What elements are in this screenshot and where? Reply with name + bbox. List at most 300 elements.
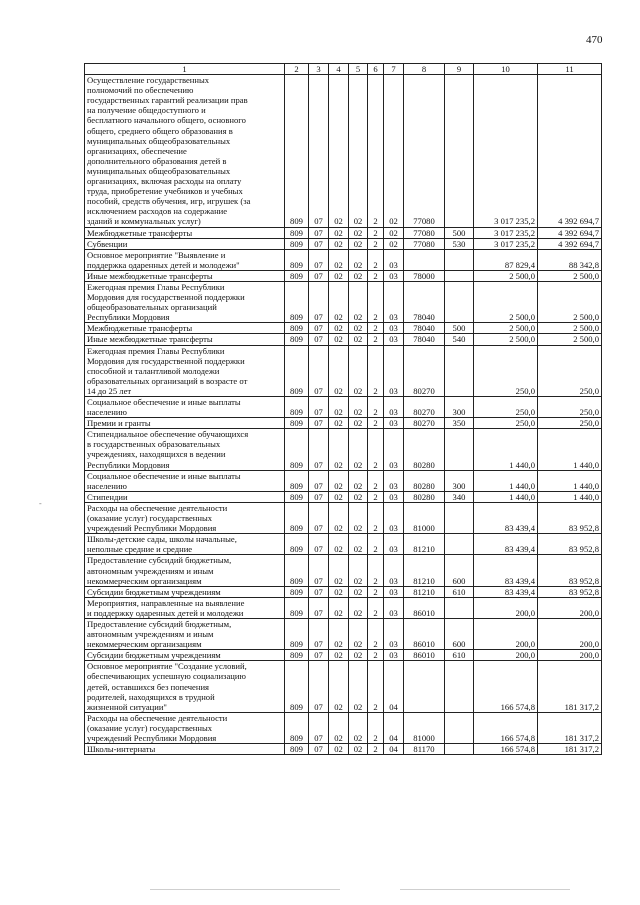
header-cell: 3 <box>309 64 329 75</box>
table-cell-col-5: 02 <box>349 618 368 649</box>
header-cell: 2 <box>285 64 309 75</box>
table-cell-col-2: 809 <box>285 534 309 555</box>
table-cell-col-11: 2 500,0 <box>538 323 602 334</box>
stray-mark: - <box>39 499 42 508</box>
table-cell-col-9 <box>445 712 474 743</box>
table-cell-col-10: 83 439,4 <box>474 534 538 555</box>
table-cell-col-5: 02 <box>349 429 368 470</box>
table-cell-col-2: 809 <box>285 661 309 712</box>
table-cell-name: Ежегодная премия Главы Республики Мордовия для государственной поддержки общеобразовательных организаций Республики Мордовия <box>85 281 285 322</box>
table-cell-col-9: 600 <box>445 618 474 649</box>
table-cell-col-5: 02 <box>349 597 368 618</box>
table-cell-col-5: 02 <box>349 238 368 249</box>
table-cell-col-11: 2 500,0 <box>538 270 602 281</box>
table-cell-col-9 <box>445 534 474 555</box>
table-cell-col-3: 07 <box>309 345 329 396</box>
table-cell-col-4: 02 <box>329 650 349 661</box>
table-cell-col-8: 78040 <box>404 281 445 322</box>
table-cell-col-4: 02 <box>329 397 349 418</box>
table-cell-col-3: 07 <box>309 491 329 502</box>
table-cell-col-9 <box>445 597 474 618</box>
table-cell-col-9: 600 <box>445 555 474 586</box>
table-cell-col-4: 02 <box>329 270 349 281</box>
table-cell-col-11: 83 952,8 <box>538 555 602 586</box>
table-cell-col-6: 2 <box>368 238 384 249</box>
table-cell-col-4: 02 <box>329 429 349 470</box>
table-row <box>85 661 602 712</box>
table-row <box>85 345 602 396</box>
table-cell-col-5: 02 <box>349 227 368 238</box>
table-cell-col-6: 2 <box>368 597 384 618</box>
table-cell-col-7: 03 <box>384 502 404 533</box>
table-cell-col-6: 2 <box>368 397 384 418</box>
table-cell-col-5: 02 <box>349 270 368 281</box>
table-cell-col-7: 03 <box>384 397 404 418</box>
table-cell-name: Иные межбюджетные трансферты <box>85 270 285 281</box>
table-cell-col-8: 78040 <box>404 323 445 334</box>
table-cell-col-2: 809 <box>285 238 309 249</box>
table-cell-col-7: 02 <box>384 75 404 227</box>
table-cell-col-10: 1 440,0 <box>474 429 538 470</box>
table-cell-col-8: 77080 <box>404 227 445 238</box>
table-cell-col-11: 181 317,2 <box>538 712 602 743</box>
table-cell-name: Социальное обеспечение и иные выплаты населению <box>85 470 285 491</box>
table-cell-col-8: 80270 <box>404 345 445 396</box>
table-cell-col-7: 04 <box>384 712 404 743</box>
table-cell-col-4: 02 <box>329 470 349 491</box>
table-cell-col-4: 02 <box>329 281 349 322</box>
table-cell-col-4: 02 <box>329 712 349 743</box>
table-cell-col-11: 1 440,0 <box>538 429 602 470</box>
table-cell-col-5: 02 <box>349 712 368 743</box>
table-cell-col-2: 809 <box>285 597 309 618</box>
table-cell-col-3: 07 <box>309 270 329 281</box>
table-cell-col-2: 809 <box>285 397 309 418</box>
table-cell-col-7: 03 <box>384 270 404 281</box>
table-cell-col-11: 88 342,8 <box>538 249 602 270</box>
table-cell-col-2: 809 <box>285 281 309 322</box>
table-cell-col-6: 2 <box>368 712 384 743</box>
table-cell-col-6: 2 <box>368 345 384 396</box>
table-cell-col-6: 2 <box>368 429 384 470</box>
table-cell-col-10: 3 017 235,2 <box>474 238 538 249</box>
table-cell-col-2: 809 <box>285 345 309 396</box>
table-cell-col-6: 2 <box>368 75 384 227</box>
table-cell-name: Школы-детские сады, школы начальные, неполные средние и средние <box>85 534 285 555</box>
table-cell-col-2: 809 <box>285 586 309 597</box>
table-row <box>85 650 602 661</box>
table-cell-col-8: 81210 <box>404 534 445 555</box>
table-cell-col-2: 809 <box>285 744 309 755</box>
table-cell-col-3: 07 <box>309 227 329 238</box>
table-cell-name: Субсидии бюджетным учреждениям <box>85 586 285 597</box>
table-cell-col-2: 809 <box>285 502 309 533</box>
table-cell-col-4: 02 <box>329 75 349 227</box>
header-row <box>85 64 602 75</box>
table-cell-col-7: 03 <box>384 491 404 502</box>
header-cell: 1 <box>85 64 285 75</box>
table-cell-col-10: 3 017 235,2 <box>474 227 538 238</box>
table-cell-col-4: 02 <box>329 744 349 755</box>
table-cell-col-6: 2 <box>368 586 384 597</box>
table-cell-col-3: 07 <box>309 75 329 227</box>
table-row <box>85 555 602 586</box>
page-number: 470 <box>586 34 603 46</box>
table-cell-col-4: 02 <box>329 618 349 649</box>
table-cell-name: Предоставление субсидий бюджетным, автономным учреждениям и иным некоммерческим организациям <box>85 555 285 586</box>
table-cell-col-10: 2 500,0 <box>474 270 538 281</box>
table-row <box>85 397 602 418</box>
table-cell-col-5: 02 <box>349 586 368 597</box>
table-cell-col-7: 04 <box>384 744 404 755</box>
table-row <box>85 744 602 755</box>
table-cell-name: Межбюджетные трансферты <box>85 227 285 238</box>
table-cell-col-3: 07 <box>309 618 329 649</box>
table-cell-col-2: 809 <box>285 712 309 743</box>
table-cell-name: Премии и гранты <box>85 418 285 429</box>
header-cell: 10 <box>474 64 538 75</box>
table-cell-col-8: 81210 <box>404 586 445 597</box>
table-cell-col-7: 03 <box>384 429 404 470</box>
table-cell-col-10: 166 574,8 <box>474 712 538 743</box>
table-cell-col-3: 07 <box>309 238 329 249</box>
table-cell-col-11: 83 952,8 <box>538 534 602 555</box>
table-cell-col-7: 03 <box>384 281 404 322</box>
table-cell-col-10: 200,0 <box>474 618 538 649</box>
table-cell-name: Межбюджетные трансферты <box>85 323 285 334</box>
table-cell-name: Предоставление субсидий бюджетным, автономным учреждениям и иным некоммерческим организациям <box>85 618 285 649</box>
table-cell-name: Ежегодная премия Главы Республики Мордовия для государственной поддержки способной и талантливой молодежи образовательных организаций в возрасте от 14 до 25 лет <box>85 345 285 396</box>
table-cell-col-8: 81210 <box>404 555 445 586</box>
table-cell-col-10: 1 440,0 <box>474 491 538 502</box>
table-cell-col-4: 02 <box>329 323 349 334</box>
table-cell-name: Субвенции <box>85 238 285 249</box>
table-cell-col-3: 07 <box>309 418 329 429</box>
table-cell-col-2: 809 <box>285 75 309 227</box>
table-cell-col-4: 02 <box>329 227 349 238</box>
table-cell-col-9 <box>445 270 474 281</box>
table-cell-name: Школы-интернаты <box>85 744 285 755</box>
table-cell-name: Стипендиальное обеспечение обучающихся в государственных образовательных учреждениях, находящихся в ведении Республики Мордовия <box>85 429 285 470</box>
table-row <box>85 712 602 743</box>
table-cell-col-4: 02 <box>329 334 349 345</box>
table-cell-col-4: 02 <box>329 534 349 555</box>
table-cell-col-4: 02 <box>329 249 349 270</box>
table-cell-col-6: 2 <box>368 323 384 334</box>
table-cell-col-2: 809 <box>285 227 309 238</box>
table-cell-col-11: 4 392 694,7 <box>538 227 602 238</box>
table-cell-col-7: 03 <box>384 323 404 334</box>
table-cell-col-10: 200,0 <box>474 650 538 661</box>
table-cell-col-6: 2 <box>368 249 384 270</box>
table-cell-col-7: 03 <box>384 650 404 661</box>
table-cell-col-3: 07 <box>309 586 329 597</box>
table-row <box>85 227 602 238</box>
table-cell-col-2: 809 <box>285 470 309 491</box>
header-cell: 11 <box>538 64 602 75</box>
table-cell-col-10: 166 574,8 <box>474 661 538 712</box>
table-cell-col-6: 2 <box>368 618 384 649</box>
table-cell-col-6: 2 <box>368 661 384 712</box>
table-cell-col-5: 02 <box>349 744 368 755</box>
table-cell-col-2: 809 <box>285 270 309 281</box>
table-cell-col-10: 2 500,0 <box>474 323 538 334</box>
table-cell-col-4: 02 <box>329 491 349 502</box>
table-cell-col-3: 07 <box>309 744 329 755</box>
table-cell-col-5: 02 <box>349 650 368 661</box>
table-cell-col-9: 610 <box>445 586 474 597</box>
header-cell: 9 <box>445 64 474 75</box>
table-cell-col-2: 809 <box>285 555 309 586</box>
table-cell-col-2: 809 <box>285 334 309 345</box>
table-cell-col-4: 02 <box>329 597 349 618</box>
table-cell-col-8: 80280 <box>404 429 445 470</box>
table-row <box>85 502 602 533</box>
table-cell-col-7: 03 <box>384 618 404 649</box>
table-row <box>85 418 602 429</box>
table-cell-col-11: 4 392 694,7 <box>538 75 602 227</box>
table-cell-col-3: 07 <box>309 397 329 418</box>
table-cell-name: Иные межбюджетные трансферты <box>85 334 285 345</box>
table-cell-col-5: 02 <box>349 323 368 334</box>
table-cell-col-7: 02 <box>384 238 404 249</box>
table-cell-col-6: 2 <box>368 555 384 586</box>
table-cell-col-8: 78040 <box>404 334 445 345</box>
table-cell-col-8: 80280 <box>404 491 445 502</box>
header-cell: 4 <box>329 64 349 75</box>
table-cell-col-7: 03 <box>384 249 404 270</box>
budget-table <box>84 63 602 755</box>
table-cell-col-8 <box>404 661 445 712</box>
table-cell-col-4: 02 <box>329 502 349 533</box>
table-cell-col-3: 07 <box>309 597 329 618</box>
table-cell-col-11: 250,0 <box>538 397 602 418</box>
table-cell-col-3: 07 <box>309 502 329 533</box>
table-cell-name: Основное мероприятие "Выявление и поддержка одаренных детей и молодежи" <box>85 249 285 270</box>
table-cell-col-4: 02 <box>329 555 349 586</box>
header-cell: 7 <box>384 64 404 75</box>
table-cell-col-5: 02 <box>349 334 368 345</box>
table-cell-col-7: 03 <box>384 586 404 597</box>
table-cell-col-9: 540 <box>445 334 474 345</box>
table-row <box>85 618 602 649</box>
table-cell-col-6: 2 <box>368 650 384 661</box>
table-cell-col-11: 4 392 694,7 <box>538 238 602 249</box>
table-cell-col-10: 250,0 <box>474 397 538 418</box>
table-cell-col-11: 250,0 <box>538 418 602 429</box>
table-row <box>85 597 602 618</box>
table-row <box>85 270 602 281</box>
table-cell-col-5: 02 <box>349 491 368 502</box>
table-cell-col-9: 340 <box>445 491 474 502</box>
table-cell-col-4: 02 <box>329 345 349 396</box>
table-cell-col-11: 83 952,8 <box>538 502 602 533</box>
table-cell-col-9 <box>445 281 474 322</box>
table-cell-col-7: 03 <box>384 597 404 618</box>
table-cell-col-6: 2 <box>368 418 384 429</box>
table-cell-col-7: 02 <box>384 227 404 238</box>
table-cell-col-8: 77080 <box>404 238 445 249</box>
table-cell-col-11: 250,0 <box>538 345 602 396</box>
table-cell-col-6: 2 <box>368 281 384 322</box>
table-cell-col-10: 2 500,0 <box>474 334 538 345</box>
table-cell-col-5: 02 <box>349 249 368 270</box>
table-cell-col-6: 2 <box>368 534 384 555</box>
header-cell: 6 <box>368 64 384 75</box>
table-cell-col-10: 200,0 <box>474 597 538 618</box>
table-cell-col-7: 03 <box>384 418 404 429</box>
table-cell-col-8: 81170 <box>404 744 445 755</box>
table-cell-col-2: 809 <box>285 323 309 334</box>
table-cell-col-9: 300 <box>445 470 474 491</box>
table-cell-col-5: 02 <box>349 75 368 227</box>
table-cell-col-9: 500 <box>445 227 474 238</box>
table-cell-col-8: 86010 <box>404 597 445 618</box>
table-cell-col-11: 1 440,0 <box>538 491 602 502</box>
table-row <box>85 238 602 249</box>
table-cell-col-3: 07 <box>309 712 329 743</box>
table-cell-col-3: 07 <box>309 429 329 470</box>
table-cell-col-8: 81000 <box>404 712 445 743</box>
table-cell-col-2: 809 <box>285 429 309 470</box>
table-cell-col-4: 02 <box>329 586 349 597</box>
table-cell-col-3: 07 <box>309 534 329 555</box>
table-cell-col-3: 07 <box>309 281 329 322</box>
table-cell-col-2: 809 <box>285 418 309 429</box>
bottom-rule <box>150 889 340 890</box>
table-cell-name: Осуществление государственных полномочий по обеспечению государственных гарантий реализации прав на получение общедоступного и бесплатного начального общего, основного общего, среднего общего образования в муниципальных общеобразовательных организациях, обеспечение дополнительного образования детей в муниципальных общеобразовательных организациях, включая расходы на оплату труда, приобретение учебников и учебных пособий, средств обучения, игр, игрушек (за исключением расходов на содержание зданий и коммунальных услуг) <box>85 75 285 227</box>
table-cell-col-5: 02 <box>349 470 368 491</box>
table-cell-col-10: 87 829,4 <box>474 249 538 270</box>
table-cell-col-10: 3 017 235,2 <box>474 75 538 227</box>
table-row <box>85 75 602 227</box>
table-cell-col-11: 1 440,0 <box>538 470 602 491</box>
table-cell-col-11: 2 500,0 <box>538 334 602 345</box>
table-cell-col-6: 2 <box>368 334 384 345</box>
table-cell-col-10: 250,0 <box>474 418 538 429</box>
table-cell-col-9: 530 <box>445 238 474 249</box>
table-cell-col-9: 500 <box>445 323 474 334</box>
table-cell-col-10: 83 439,4 <box>474 586 538 597</box>
table-cell-col-2: 809 <box>285 650 309 661</box>
bottom-rule <box>400 889 570 890</box>
table-cell-col-3: 07 <box>309 470 329 491</box>
table-cell-col-9 <box>445 744 474 755</box>
table-cell-name: Расходы на обеспечение деятельности (оказание услуг) государственных учреждений Республики Мордовия <box>85 712 285 743</box>
table-cell-col-11: 200,0 <box>538 597 602 618</box>
table-cell-col-11: 181 317,2 <box>538 744 602 755</box>
table-cell-col-10: 83 439,4 <box>474 502 538 533</box>
table-cell-col-11: 83 952,8 <box>538 586 602 597</box>
table-cell-col-7: 04 <box>384 661 404 712</box>
table-cell-col-4: 02 <box>329 238 349 249</box>
table-cell-col-8: 80270 <box>404 418 445 429</box>
table-cell-col-5: 02 <box>349 418 368 429</box>
table-cell-col-10: 166 574,8 <box>474 744 538 755</box>
table-cell-col-5: 02 <box>349 661 368 712</box>
table-cell-col-10: 1 440,0 <box>474 470 538 491</box>
table-cell-col-9 <box>445 429 474 470</box>
table-cell-col-3: 07 <box>309 249 329 270</box>
table-cell-col-5: 02 <box>349 345 368 396</box>
table-cell-col-5: 02 <box>349 534 368 555</box>
table-cell-col-7: 03 <box>384 345 404 396</box>
table-cell-col-11: 200,0 <box>538 618 602 649</box>
table-cell-col-5: 02 <box>349 555 368 586</box>
table-row <box>85 323 602 334</box>
table-cell-name: Основное мероприятие "Создание условий, обеспечивающих успешную социализацию детей, оставшихся без попечения родителей, находящихся в трудной жизненной ситуации" <box>85 661 285 712</box>
table-cell-col-8: 78000 <box>404 270 445 281</box>
table-cell-col-6: 2 <box>368 270 384 281</box>
table-cell-col-8: 77080 <box>404 75 445 227</box>
table-cell-col-9 <box>445 345 474 396</box>
table-cell-col-5: 02 <box>349 281 368 322</box>
table-cell-col-6: 2 <box>368 470 384 491</box>
table-row <box>85 429 602 470</box>
table-cell-col-3: 07 <box>309 334 329 345</box>
table-cell-col-2: 809 <box>285 618 309 649</box>
table-cell-col-8: 86010 <box>404 618 445 649</box>
table-row <box>85 491 602 502</box>
table-cell-col-10: 250,0 <box>474 345 538 396</box>
table-body <box>85 75 602 755</box>
table-cell-col-3: 07 <box>309 555 329 586</box>
table-cell-col-9 <box>445 502 474 533</box>
table-cell-name: Стипендии <box>85 491 285 502</box>
table-cell-name: Расходы на обеспечение деятельности (оказание услуг) государственных учреждений Республики Мордовия <box>85 502 285 533</box>
table-cell-col-9 <box>445 249 474 270</box>
table-cell-col-3: 07 <box>309 661 329 712</box>
table-cell-name: Субсидии бюджетным учреждениям <box>85 650 285 661</box>
table-cell-col-7: 03 <box>384 470 404 491</box>
table-cell-col-6: 2 <box>368 227 384 238</box>
table-cell-col-8 <box>404 249 445 270</box>
table-cell-col-7: 03 <box>384 334 404 345</box>
header-cell: 5 <box>349 64 368 75</box>
table-cell-name: Мероприятия, направленные на выявление и поддержку одаренных детей и молодежи <box>85 597 285 618</box>
table-cell-col-7: 03 <box>384 555 404 586</box>
table-row <box>85 470 602 491</box>
table-cell-col-4: 02 <box>329 661 349 712</box>
table-cell-name: Социальное обеспечение и иные выплаты населению <box>85 397 285 418</box>
table-cell-col-6: 2 <box>368 491 384 502</box>
table-cell-col-11: 181 317,2 <box>538 661 602 712</box>
table-cell-col-8: 81000 <box>404 502 445 533</box>
table-cell-col-10: 83 439,4 <box>474 555 538 586</box>
table-cell-col-5: 02 <box>349 397 368 418</box>
table-cell-col-3: 07 <box>309 650 329 661</box>
table-cell-col-5: 02 <box>349 502 368 533</box>
table-cell-col-9: 610 <box>445 650 474 661</box>
table-cell-col-8: 86010 <box>404 650 445 661</box>
table-row <box>85 249 602 270</box>
table-cell-col-8: 80280 <box>404 470 445 491</box>
table-cell-col-3: 07 <box>309 323 329 334</box>
table-cell-col-2: 809 <box>285 491 309 502</box>
table-cell-col-10: 2 500,0 <box>474 281 538 322</box>
table-cell-col-11: 2 500,0 <box>538 281 602 322</box>
header-cell: 8 <box>404 64 445 75</box>
table-cell-col-4: 02 <box>329 418 349 429</box>
table-cell-col-9 <box>445 661 474 712</box>
table-cell-col-8: 80270 <box>404 397 445 418</box>
table-cell-col-2: 809 <box>285 249 309 270</box>
table-row <box>85 281 602 322</box>
table-cell-col-6: 2 <box>368 744 384 755</box>
table-cell-col-9 <box>445 75 474 227</box>
table-row <box>85 534 602 555</box>
table-row <box>85 586 602 597</box>
